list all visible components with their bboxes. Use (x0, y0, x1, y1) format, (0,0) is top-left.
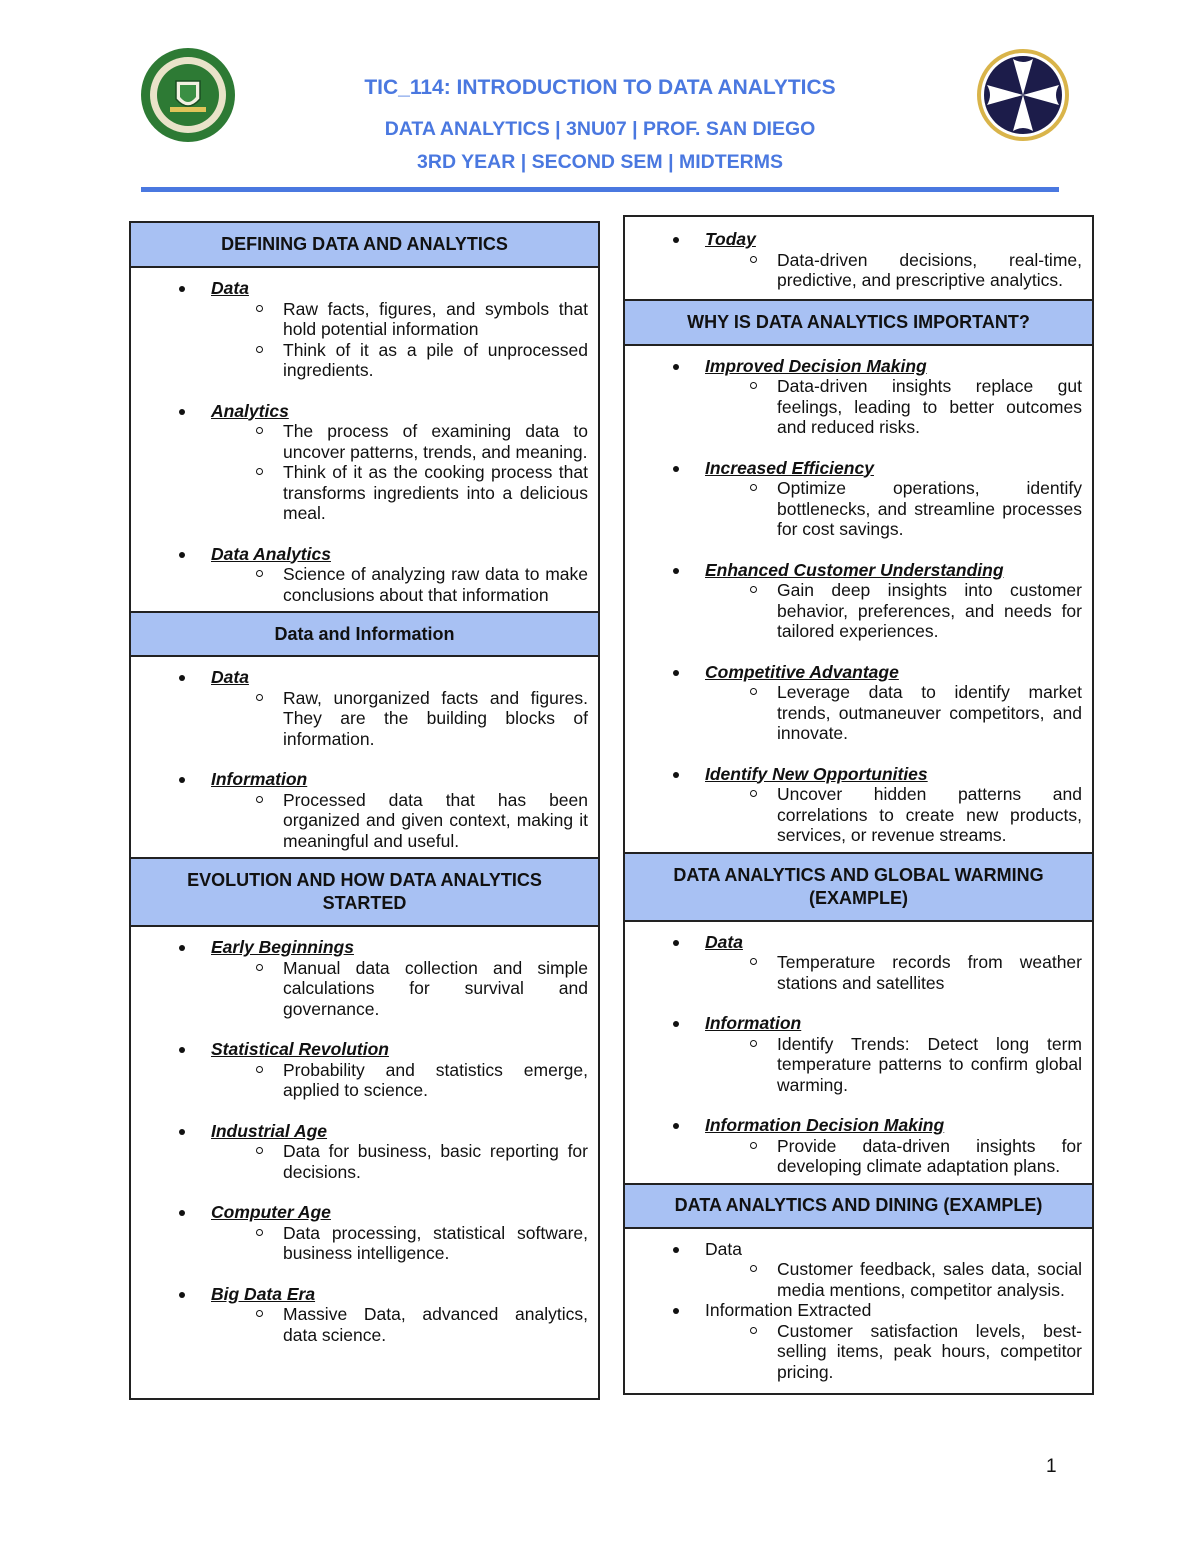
term-label: Data Analytics (211, 543, 331, 564)
term-label: Analytics (211, 400, 289, 421)
list-item (131, 278, 598, 381)
cross-emblem-logo (975, 47, 1071, 143)
term-label: Information (211, 769, 308, 789)
hollow-bullet-icon (750, 586, 757, 593)
bullet-icon (673, 1247, 679, 1253)
hollow-bullet-icon (256, 346, 263, 353)
bullet-icon (179, 1292, 185, 1298)
course-title: TIC_114: INTRODUCTION TO DATA ANALYTICS (364, 76, 836, 99)
bullet-icon (179, 1210, 185, 1216)
hollow-bullet-icon (750, 958, 757, 965)
sub-item: Data for business, basic reporting for decisions. (211, 1141, 588, 1182)
term-label: Improved Decision Making (705, 355, 927, 376)
bullet-icon (179, 409, 185, 415)
term-label: Information (705, 1013, 802, 1033)
sub-item: The process of examining data to uncover patterns, trends, and meaning. (211, 421, 588, 462)
hollow-bullet-icon (256, 1066, 263, 1073)
bullet-icon (673, 1308, 679, 1314)
sub-item: Optimize operations, identify bottlenecks, and streamline processes for cost savings. (705, 478, 1082, 540)
section-heading: DEFINING DATA AND ANALYTICS (131, 223, 598, 268)
section-body (625, 922, 1092, 1183)
bullet-icon (179, 1047, 185, 1053)
hollow-bullet-icon (750, 256, 757, 263)
bullet-icon (179, 675, 185, 681)
bullet-icon (673, 772, 679, 778)
sub-item: Think of it as a pile of unprocessed ingredients. (211, 340, 588, 381)
sub-item: Raw facts, figures, and symbols that hold potential information (211, 299, 588, 340)
right-column (623, 215, 1094, 1395)
term-label: Information Extracted (705, 1300, 872, 1320)
term-label: Identify New Opportunities (705, 763, 928, 784)
term-info: 3RD YEAR | SECOND SEM | MIDTERMS (417, 151, 783, 173)
hollow-bullet-icon (256, 570, 263, 577)
sub-item: Data processing, statistical software, business intelligence. (211, 1223, 588, 1264)
sub-item: Data-driven insights replace gut feelings, leading to better outcomes and reduced risks. (705, 376, 1082, 438)
hollow-bullet-icon (256, 1147, 263, 1154)
hollow-bullet-icon (750, 382, 757, 389)
hollow-bullet-icon (750, 1327, 757, 1334)
list-item (625, 1013, 1092, 1095)
hollow-bullet-icon (256, 305, 263, 312)
list-item (625, 560, 1092, 642)
left-column (129, 221, 600, 1400)
bullet-icon (673, 568, 679, 574)
list-item (625, 1239, 1092, 1301)
bullet-icon (179, 552, 185, 558)
bullet-icon (179, 1129, 185, 1135)
sub-item: Processed data that has been organized and given context, making it meaningful and useful. (211, 790, 588, 852)
term-label: Computer Age (211, 1202, 331, 1222)
term-label: Data (211, 667, 249, 687)
sub-item: Science of analyzing raw data to make conclusions about that information (211, 564, 588, 605)
term-label: Data (705, 931, 743, 952)
course-subtitle: DATA ANALYTICS | 3NU07 | PROF. SAN DIEGO (384, 118, 816, 140)
list-item (625, 458, 1092, 540)
sub-item: Manual data collection and simple calculations for survival and governance. (211, 958, 588, 1020)
list-item (625, 662, 1092, 744)
list-item (131, 769, 598, 851)
term-label: Industrial Age (211, 1120, 328, 1141)
bullet-icon (179, 777, 185, 783)
list-item (131, 544, 598, 606)
university-seal-logo (140, 47, 236, 143)
section-heading: DATA ANALYTICS AND GLOBAL WARMING (EXAMPLE) (625, 852, 1092, 922)
list-item (625, 764, 1092, 846)
hollow-bullet-icon (256, 694, 263, 701)
section-heading: EVOLUTION AND HOW DATA ANALYTICS STARTED (131, 857, 598, 927)
section-body (625, 346, 1092, 852)
list-item (625, 1300, 1092, 1382)
list-item (131, 667, 598, 749)
list-item (131, 937, 598, 1019)
section-body (131, 927, 598, 1351)
hollow-bullet-icon (256, 796, 263, 803)
hollow-bullet-icon (256, 1310, 263, 1317)
section-body (625, 217, 1092, 299)
sub-item: Customer satisfaction levels, best-selling items, peak hours, competitor pricing. (705, 1321, 1082, 1383)
section-heading: WHY IS DATA ANALYTICS IMPORTANT? (625, 299, 1092, 346)
bullet-icon (179, 945, 185, 951)
sub-item: Uncover hidden patterns and correlations to create new products, services, or revenue streams. (705, 784, 1082, 846)
hollow-bullet-icon (750, 1040, 757, 1047)
term-label: Early Beginnings (211, 937, 354, 957)
hollow-bullet-icon (256, 1229, 263, 1236)
sub-item: Customer feedback, sales data, social media mentions, competitor analysis. (705, 1259, 1082, 1300)
hollow-bullet-icon (256, 468, 263, 475)
sub-item: Provide data-driven insights for developing climate adaptation plans. (705, 1136, 1082, 1177)
sub-item: Identify Trends: Detect long term temperature patterns to confirm global warming. (705, 1034, 1082, 1096)
sub-item: Raw, unorganized facts and figures. They are the building blocks of information. (211, 688, 588, 750)
term-label: Enhanced Customer Understanding (705, 559, 1004, 580)
list-item (131, 401, 598, 524)
sub-item: Gain deep insights into customer behavior, preferences, and needs for tailored experiences. (705, 580, 1082, 642)
hollow-bullet-icon (750, 688, 757, 695)
list-item (625, 229, 1092, 291)
bullet-icon (673, 466, 679, 472)
bullet-icon (673, 940, 679, 946)
bullet-icon (673, 364, 679, 370)
sub-item: Leverage data to identify market trends, outmaneuver competitors, and innovate. (705, 682, 1082, 744)
list-item (131, 1202, 598, 1264)
sub-item: Think of it as the cooking process that transforms ingredients into a delicious meal. (211, 462, 588, 524)
section-body (131, 657, 598, 857)
list-item (131, 1039, 598, 1101)
hollow-bullet-icon (750, 484, 757, 491)
hollow-bullet-icon (750, 1142, 757, 1149)
section-body (131, 268, 598, 611)
term-label: Data (705, 1238, 742, 1259)
sub-item: Massive Data, advanced analytics, data science. (211, 1304, 588, 1345)
term-label: Statistical Revolution (211, 1039, 389, 1059)
bullet-icon (673, 670, 679, 676)
list-item (131, 1284, 598, 1346)
bullet-icon (673, 1123, 679, 1129)
sub-item: Data-driven decisions, real-time, predictive, and prescriptive analytics. (705, 250, 1082, 291)
bullet-icon (179, 286, 185, 292)
bullet-icon (673, 237, 679, 243)
term-label: Information Decision Making (705, 1115, 945, 1135)
bullet-icon (673, 1021, 679, 1027)
section-body (625, 1229, 1092, 1389)
sub-item: Probability and statistics emerge, applied to science. (211, 1060, 588, 1101)
list-item (131, 1121, 598, 1183)
term-label: Today (705, 229, 756, 249)
hollow-bullet-icon (256, 964, 263, 971)
term-label: Data (211, 278, 249, 298)
term-label: Increased Efficiency (705, 457, 874, 478)
section-heading: DATA ANALYTICS AND DINING (EXAMPLE) (625, 1183, 1092, 1229)
hollow-bullet-icon (750, 790, 757, 797)
list-item (625, 1115, 1092, 1177)
header-divider (141, 187, 1059, 192)
hollow-bullet-icon (256, 427, 263, 434)
hollow-bullet-icon (750, 1265, 757, 1272)
section-heading: Data and Information (131, 611, 598, 657)
page-number: 1 (1046, 1456, 1057, 1477)
term-label: Competitive Advantage (705, 661, 899, 682)
sub-item: Temperature records from weather stations and satellites (705, 952, 1082, 993)
term-label: Big Data Era (211, 1283, 316, 1304)
list-item (625, 932, 1092, 994)
list-item (625, 356, 1092, 438)
